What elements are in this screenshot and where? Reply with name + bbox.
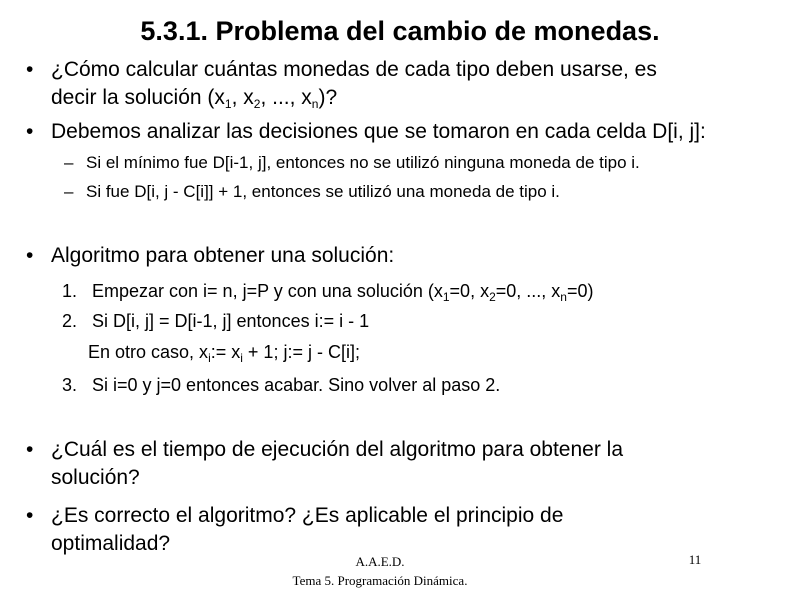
subscript: 1 bbox=[442, 290, 450, 304]
bullet-line: ¿Cómo calcular cuántas monedas de cada tipo deben usarse, es bbox=[51, 58, 657, 81]
text-fragment: En otro caso, x bbox=[88, 342, 209, 362]
text-fragment: Empezar con i= n, j=P y con una solución (x bbox=[92, 281, 443, 301]
subscript: 2 bbox=[253, 97, 261, 111]
bullet-text: Debemos analizar las decisiones que se tomaron en cada celda D[i, j]: bbox=[51, 120, 706, 143]
subscript: i bbox=[240, 351, 243, 365]
subbullet-text: Si el mínimo fue D[i-1, j], entonces no se utilizó ninguna moneda de tipo i. bbox=[86, 153, 640, 172]
bullet-line bbox=[51, 84, 791, 112]
text-fragment: , ..., x bbox=[260, 86, 312, 109]
step-number: 2. bbox=[62, 311, 78, 331]
text-fragment: )? bbox=[318, 86, 338, 109]
subscript: n bbox=[560, 290, 567, 304]
text-fragment: =0) bbox=[566, 281, 594, 301]
step-number: 1. bbox=[62, 281, 78, 301]
page-number: 11 bbox=[688, 552, 702, 567]
step-text: Si i=0 y j=0 entonces acabar. Sino volver al paso 2. bbox=[92, 375, 501, 395]
bullet-text bbox=[51, 436, 791, 492]
bullet-text bbox=[51, 56, 791, 112]
text-fragment: =0, x bbox=[449, 281, 490, 301]
subbullet-text: Si fue D[i, j - C[i]] + 1, entonces se utilizó una moneda de tipo i. bbox=[86, 182, 560, 201]
step-number: 3. bbox=[62, 375, 78, 395]
footer-topic: Tema 5. Programación Dinámica. bbox=[292, 573, 468, 588]
dash-icon: – bbox=[64, 182, 74, 201]
bullet-text: Algoritmo para obtener una solución: bbox=[51, 244, 395, 267]
step-text bbox=[92, 279, 594, 303]
bullet-icon: • bbox=[26, 244, 34, 267]
step-text bbox=[88, 340, 360, 364]
bullet-icon: • bbox=[26, 58, 34, 81]
bullet-line: ¿Es correcto el algoritmo? ¿Es aplicable el principio de bbox=[51, 504, 564, 527]
bullet-text bbox=[51, 502, 791, 558]
subscript: 1 bbox=[224, 97, 232, 111]
subscript: i bbox=[208, 351, 211, 365]
bullet-line: ¿Cuál es el tiempo de ejecución del algoritmo para obtener la bbox=[51, 438, 623, 461]
bullet-line: optimalidad? bbox=[51, 532, 171, 555]
text-fragment: := x bbox=[210, 342, 241, 362]
bullet-line: solución? bbox=[51, 466, 140, 489]
bullet-icon: • bbox=[26, 120, 34, 143]
text-fragment: + 1; j:= j - C[i]; bbox=[242, 342, 360, 362]
text-fragment: decir la solución (x bbox=[51, 86, 225, 109]
text-fragment: , x bbox=[231, 86, 254, 109]
bullet-icon: • bbox=[26, 438, 34, 461]
step-text: Si D[i, j] = D[i-1, j] entonces i:= i - 1 bbox=[92, 311, 370, 331]
slide-title: 5.3.1. Problema del cambio de monedas. bbox=[140, 16, 660, 46]
dash-icon: – bbox=[64, 153, 74, 172]
subscript: n bbox=[311, 97, 319, 111]
text-fragment: =0, ..., x bbox=[495, 281, 561, 301]
bullet-icon: • bbox=[26, 504, 34, 527]
subscript: 2 bbox=[489, 290, 496, 304]
footer-course: A.A.E.D. bbox=[355, 554, 405, 569]
